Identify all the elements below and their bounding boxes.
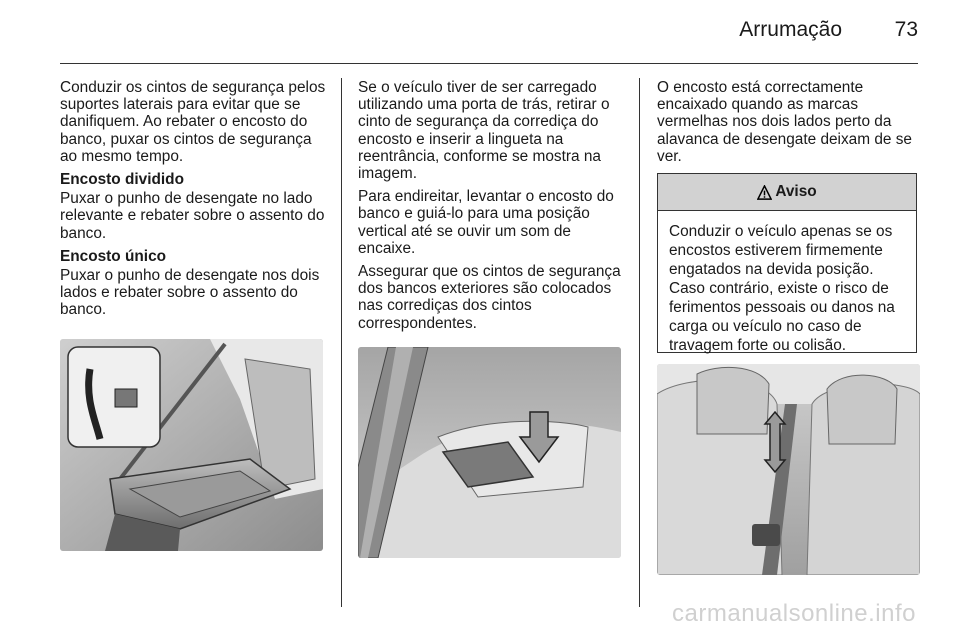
column-divider-2 <box>639 78 640 607</box>
intro-paragraph: Conduzir os cintos de segurança pelos suportes laterais para evitar que se danifiquem. Ao rebater o encosto do banco, puxar os cintos de segurança ao mesmo tempo. <box>60 79 326 165</box>
outer-belts-paragraph: Assegurar que os cintos de segurança dos bancos exteriores são colocados nas corrediças dos cintos correspondentes. <box>358 263 621 332</box>
warning-header <box>658 174 916 211</box>
folded-seat-drawing <box>60 339 323 551</box>
release-lever-drawing <box>657 364 920 575</box>
column-divider-1 <box>341 78 342 607</box>
warning-text: Conduzir o veículo apenas se os encostos estiverem firmemente engatados na devida posição. Caso contrário, existe o risco de ferimentos pessoais ou danos na carga ou veículo no caso de travagem forte ou colisão. <box>669 223 895 354</box>
release-lever-illustration <box>657 364 920 575</box>
single-backrest-text: Puxar o punho de desengate nos dois lados e rebater sobre o assento do banco. <box>60 267 320 319</box>
divided-backrest-text: Puxar o punho de desengate no lado relevante e rebater sobre o assento do banco. <box>60 190 325 242</box>
folded-seat-illustration <box>60 339 323 551</box>
watermark: carmanualsonline.info <box>672 600 916 627</box>
loading-paragraph: Se o veículo tiver de ser carregado utilizando uma porta de trás, retirar o cinto de segurança da corrediça do encosto e inserir a lingueta na reentrância, conforme se mostra na imagem. <box>358 79 610 183</box>
column-1 <box>60 79 328 325</box>
header-rule <box>60 63 918 64</box>
column-2 <box>358 79 624 338</box>
belt-recess-drawing <box>358 347 621 558</box>
belt-recess-illustration <box>358 347 621 558</box>
column-3 <box>657 79 923 171</box>
upright-paragraph: Para endireitar, levantar o encosto do banco e guiá-lo para uma posição vertical até se ouvir um som de encaixe. <box>358 188 614 257</box>
page-number: 73 <box>894 18 918 41</box>
warning-triangle-icon <box>757 185 772 200</box>
page-section-title: Arrumação <box>739 18 842 41</box>
latched-paragraph: O encosto está correctamente encaixado quando as marcas vermelhas nos dois lados perto da alavanca de desengate deixam de se ver. <box>657 79 912 165</box>
heading-divided-backrest: Encosto dividido <box>60 171 184 189</box>
warning-title: Aviso <box>775 183 817 200</box>
heading-single-backrest: Encosto único <box>60 247 167 265</box>
warning-box <box>657 173 917 353</box>
